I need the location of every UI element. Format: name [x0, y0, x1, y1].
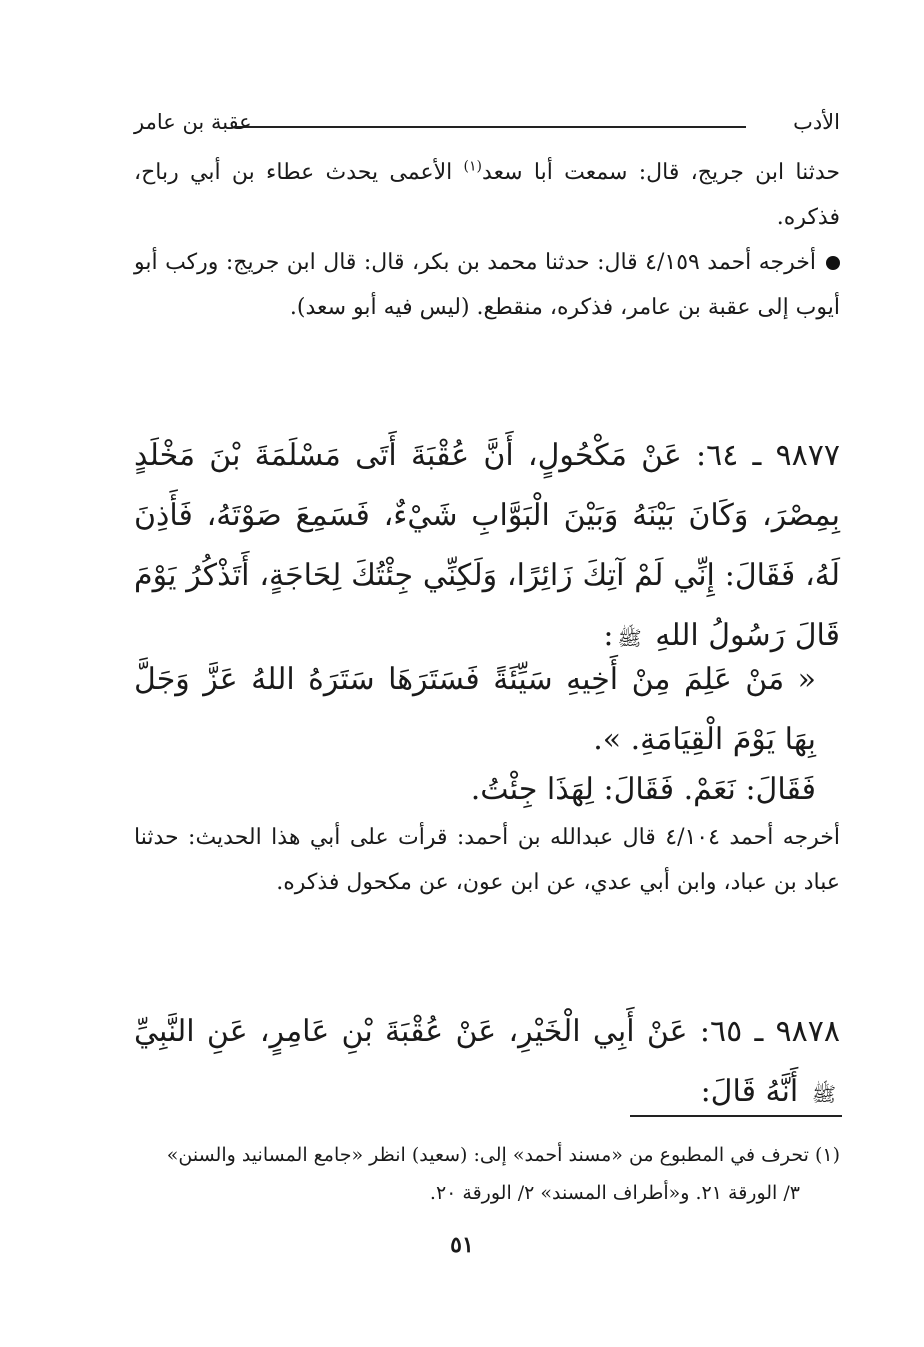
hadith-9878	[134, 1002, 840, 1124]
header-chapter: الأدب	[793, 110, 840, 134]
header-subject: عقبة بن عامر	[134, 110, 252, 134]
paragraph-takhrij-2	[134, 815, 840, 905]
salawat-seal-icon: ﷺ	[811, 1082, 836, 1106]
hadith-9878-text: ٩٨٧٨ ـ ٦٥: عَنْ أَبِي الْخَيْرِ، عَنْ عُقْبَةَ بْنِ عَامِرٍ، عَنِ النَّبِيِّ	[134, 1014, 840, 1049]
footnote-reference[interactable]: (١)	[463, 158, 483, 175]
header-rule	[234, 126, 746, 128]
footnote-line-1: (١) تحرف في المطبوع من «مسند أحمد» إلى: (سعيد) انظر «جامع المسانيد والسنن»	[166, 1144, 840, 1166]
footnote	[134, 1136, 840, 1212]
hadith-9878-tail: أَنَّهُ قَالَ:	[700, 1074, 799, 1109]
prophetic-quote	[134, 650, 840, 770]
hadith-9877	[134, 426, 840, 668]
paragraph-takhrij-2-text: أخرجه أحمد ٤/١٠٤ قال عبدالله بن أحمد: قرأت على أبي هذا الحديث: حدثنا عباد بن عباد، وابن أبي عدي، عن ابن عون، عن مكحول فذكره.	[134, 825, 840, 895]
footnote-rule	[630, 1115, 842, 1117]
running-header	[134, 110, 840, 144]
reply-line	[134, 760, 840, 820]
paragraph-isnad	[134, 150, 840, 240]
bullet-icon	[826, 256, 840, 270]
salawat-seal-icon: ﷺ	[617, 626, 642, 650]
hadith-9877-tail: :	[603, 618, 614, 653]
footnote-line-2: ٣/ الورقة ٢١. و«أطراف المسند» ٢/ الورقة ٢٠.	[429, 1182, 800, 1204]
paragraph-takhrij-1	[134, 240, 840, 330]
paragraph-isnad-text-a: حدثنا ابن جريج، قال: سمعت أبا سعد	[482, 160, 840, 185]
reply-line-text: فَقَالَ: نَعَمْ. فَقَالَ: لِهَذَا جِئْتُ.	[470, 772, 816, 807]
paragraph-takhrij-1-text: أخرجه أحمد ٤/١٥٩ قال: حدثنا محمد بن بكر، قال: قال ابن جريج: وركب أبو أيوب إلى عقبة بن عامر، فذكره، منقطع. (ليس فيه أبو سعد).	[134, 250, 840, 320]
page-number: ٥١	[450, 1232, 474, 1258]
paragraph-isnad-text-b: الأعمى يحدث عطاء بن أبي رباح، فذكره.	[134, 160, 840, 230]
prophetic-quote-text: « مَنْ عَلِمَ مِنْ أَخِيهِ سَيِّئَةً فَسَتَرَهَا سَتَرَهُ اللهُ عَزَّ وَجَلَّ بِهَا يَوْمَ الْقِيَامَةِ. ».	[134, 662, 816, 757]
hadith-9877-text: ٩٨٧٧ ـ ٦٤: عَنْ مَكْحُولٍ، أَنَّ عُقْبَةَ أَتَى مَسْلَمَةَ بْنَ مَخْلَدٍ بِمِصْرَ، وَكَانَ بَيْنَهُ وَبَيْنَ الْبَوَّابِ شَيْءٌ، فَسَمِعَ صَوْتَهُ، فَأَذِنَ لَهُ، فَقَالَ: إِنِّي لَمْ آتِكَ زَائِرًا، وَلَكِنِّي جِئْتُكَ لِحَاجَةٍ، أَتَذْكُرُ يَوْمَ قَالَ رَسُولُ اللهِ	[134, 438, 840, 653]
